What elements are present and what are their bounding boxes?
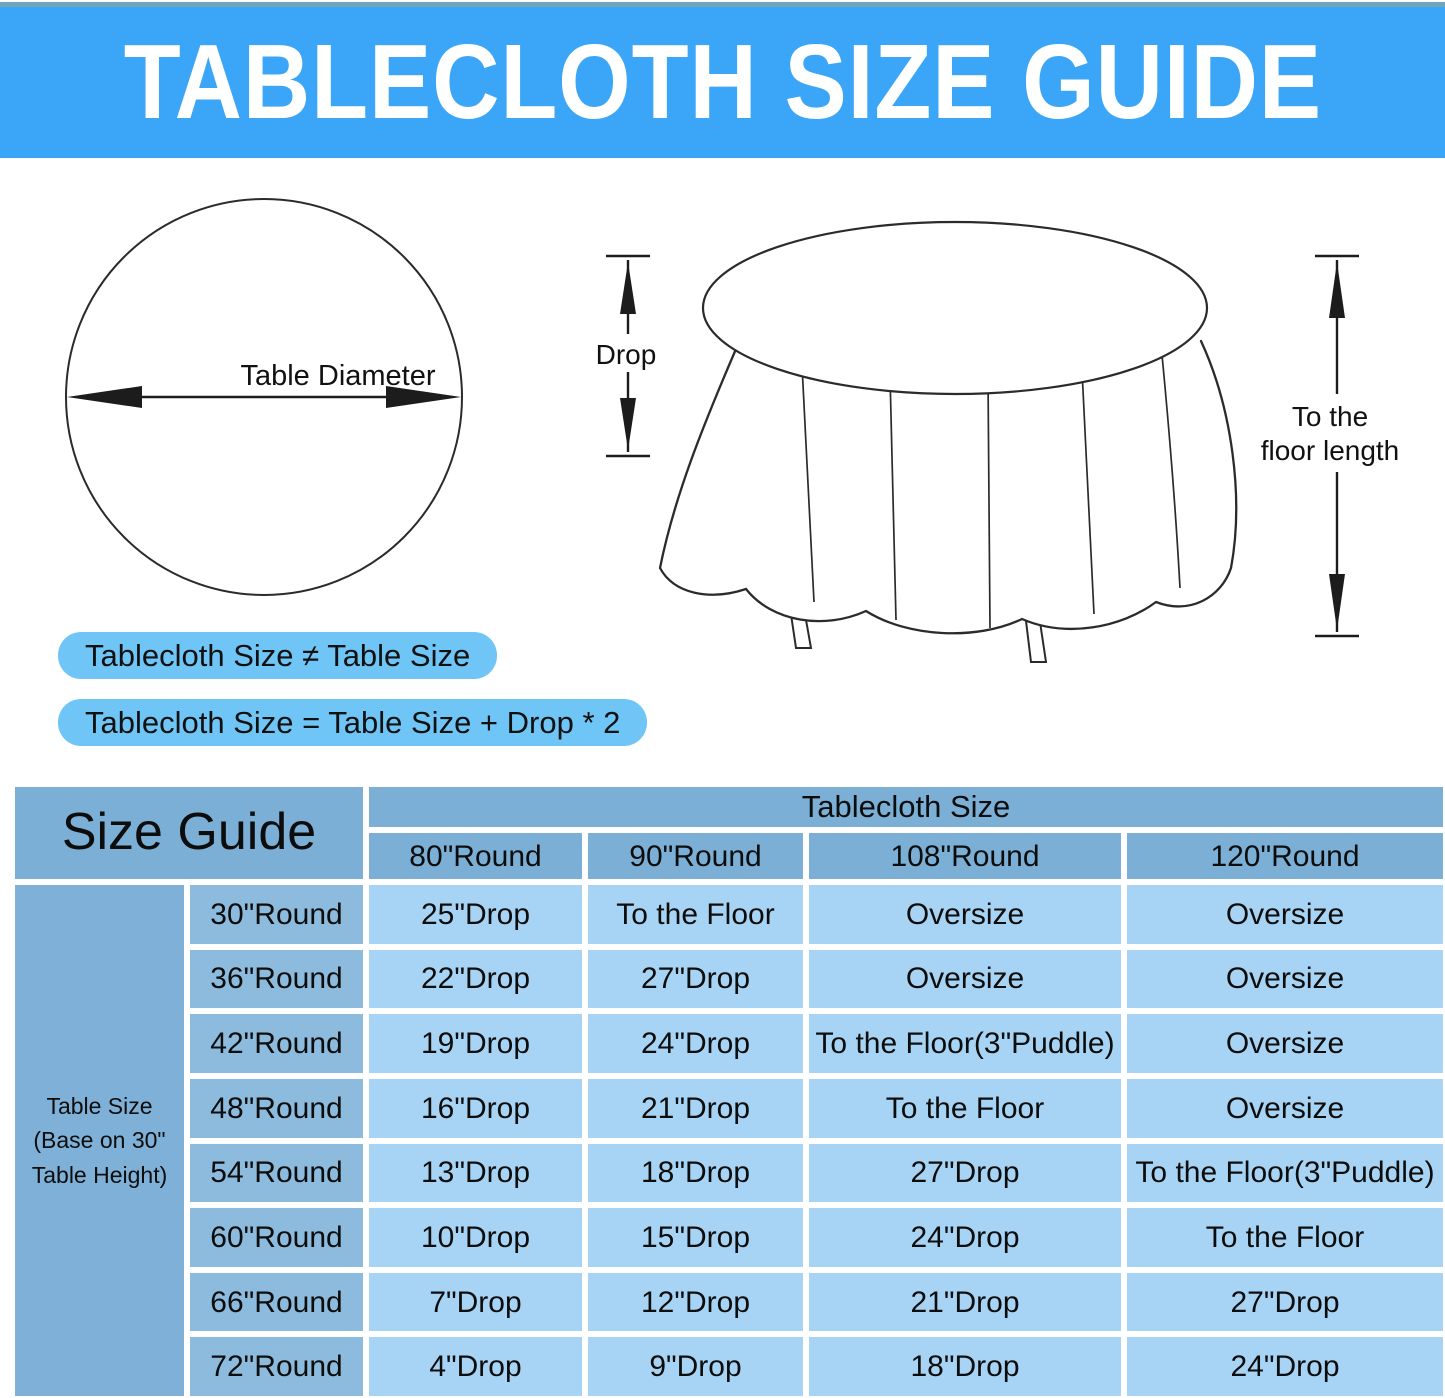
- note1-text: Tablecloth Size ≠ Table Size: [85, 637, 471, 673]
- table-cell: 22"Drop: [369, 950, 582, 1009]
- table-cell: 4"Drop: [369, 1337, 582, 1396]
- table-cell: 16"Drop: [369, 1079, 582, 1138]
- floor-label-line1: To the: [1291, 401, 1369, 432]
- row-group-label-line1: Table Size: [46, 1092, 153, 1119]
- column-header-120-round: 120"Round: [1127, 833, 1443, 879]
- table-cell: 25"Drop: [369, 885, 582, 944]
- row-group-label-line3: Table Height): [31, 1161, 168, 1188]
- column-header-90-round: 90"Round: [588, 833, 803, 879]
- row-header-cell: 72"Round: [190, 1337, 363, 1396]
- table-cell: 27"Drop: [1127, 1273, 1443, 1332]
- table-diameter-diagram: [40, 175, 490, 635]
- table-size-row-group-cell: [15, 885, 184, 1396]
- size-guide-corner-cell: Size Guide: [15, 787, 363, 879]
- table-cell: Oversize: [1127, 885, 1443, 944]
- floor-arrowhead-up: [1329, 262, 1345, 318]
- row-header-cell: 30"Round: [190, 885, 363, 944]
- table-cell: 19"Drop: [369, 1014, 582, 1073]
- table-cell: 18"Drop: [809, 1337, 1121, 1396]
- table-cell: Oversize: [1127, 950, 1443, 1009]
- floor-arrowhead-down: [1329, 574, 1345, 630]
- row-header-cell: 42"Round: [190, 1014, 363, 1073]
- drop-label: Drop: [595, 339, 657, 370]
- table-cell: 15"Drop: [588, 1208, 803, 1267]
- size-guide-table: [15, 787, 1443, 1396]
- table-cell: To the Floor: [588, 885, 803, 944]
- table-cell: 27"Drop: [588, 950, 803, 1009]
- drop-arrowhead-down: [620, 398, 636, 450]
- table-cell: 21"Drop: [588, 1079, 803, 1138]
- table-cell: 7"Drop: [369, 1273, 582, 1332]
- table-cell: 12"Drop: [588, 1273, 803, 1332]
- row-header-cell: 54"Round: [190, 1144, 363, 1203]
- table-cell: To the Floor: [809, 1079, 1121, 1138]
- tablecloth-drop-diagram: [560, 170, 1445, 670]
- table-cell: 24"Drop: [809, 1208, 1121, 1267]
- table-leg-right: [1026, 621, 1046, 662]
- table-cell: To the Floor: [1127, 1208, 1443, 1267]
- table-cell: 21"Drop: [809, 1273, 1121, 1332]
- table-cell: 9"Drop: [588, 1337, 803, 1396]
- note-tablecloth-size-formula: [58, 699, 647, 746]
- banner: [0, 7, 1445, 158]
- table-cell: Oversize: [1127, 1079, 1443, 1138]
- floor-label-line2: floor length: [1260, 435, 1400, 466]
- table-cell: To the Floor(3"Puddle): [809, 1014, 1121, 1073]
- table-cell: To the Floor(3"Puddle): [1127, 1144, 1443, 1203]
- row-header-cell: 60"Round: [190, 1208, 363, 1267]
- row-header-cell: 66"Round: [190, 1273, 363, 1332]
- column-header-108-round: 108"Round: [809, 833, 1121, 879]
- table-cell: 27"Drop: [809, 1144, 1121, 1203]
- table-cell: Oversize: [809, 885, 1121, 944]
- note-tablecloth-not-equal-table-size: [58, 632, 497, 679]
- table-cell: 10"Drop: [369, 1208, 582, 1267]
- row-group-label-line2: (Base on 30": [33, 1127, 166, 1154]
- table-cell: 13"Drop: [369, 1144, 582, 1203]
- table-cell: 18"Drop: [588, 1144, 803, 1203]
- column-header-80-round: 80"Round: [369, 833, 582, 879]
- table-cell: 24"Drop: [588, 1014, 803, 1073]
- page-title: TABLECLOTH SIZE GUIDE: [123, 23, 1322, 141]
- note2-text: Tablecloth Size = Table Size + Drop * 2: [85, 704, 621, 740]
- row-header-cell: 48"Round: [190, 1079, 363, 1138]
- drop-arrowhead-up: [620, 262, 636, 314]
- row-header-cell: 36"Round: [190, 950, 363, 1009]
- table-cell: Oversize: [809, 950, 1121, 1009]
- table-cell: 24"Drop: [1127, 1337, 1443, 1396]
- tablecloth-size-group-header: Tablecloth Size: [369, 787, 1443, 827]
- table-cell: Oversize: [1127, 1014, 1443, 1073]
- table-diameter-label: Table Diameter: [240, 360, 436, 392]
- table-top-ellipse: [703, 222, 1207, 394]
